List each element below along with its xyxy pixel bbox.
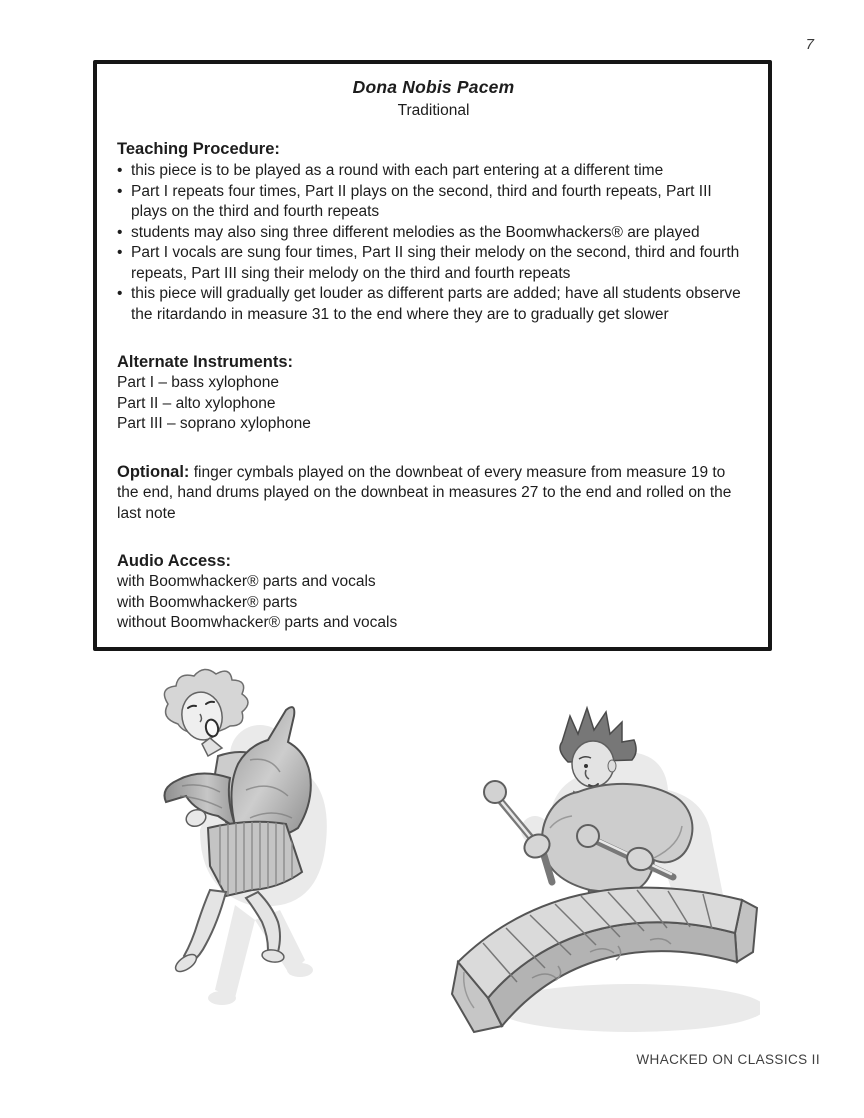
bullet-text: Part I repeats four times, Part II plays on the second, third and fourth repeats, Part III plays on the third and fourth repeats (131, 182, 712, 220)
bullet-text: students may also sing three different melodies as the Boomwhackers® are played (131, 223, 700, 241)
player-eye (584, 764, 588, 768)
mallet-head-left (484, 781, 506, 803)
bullet-marker: • (117, 182, 123, 200)
marimba-player-illustration (440, 700, 760, 1040)
page-number: 7 (805, 36, 814, 53)
mallet-head-right (577, 825, 599, 847)
teaching-procedure-section (117, 139, 750, 325)
alternate-instruments-section (117, 352, 750, 435)
list-item (117, 182, 750, 223)
audio-access-line: with Boomwhacker® parts and vocals (117, 573, 376, 590)
bullet-text: this piece is to be played as a round with each part entering at a different time (131, 162, 664, 179)
singer-left-leg (184, 890, 226, 962)
bullet-text: this piece will gradually get louder as different parts are added; have all students observe the ritardando in measure 31 to the end where they are to gradually get slower (131, 285, 741, 323)
alternate-instruments-heading: Alternate Instruments: (117, 353, 294, 371)
audio-access-heading: Audio Access: (117, 552, 232, 570)
singer-neck (202, 738, 222, 756)
audio-access-line: with Boomwhacker® parts (117, 593, 298, 611)
instrument-line: Part III – soprano xylophone (117, 415, 311, 432)
player-ear (608, 760, 616, 772)
list-item (117, 284, 750, 325)
teaching-procedure-list (117, 161, 750, 325)
audio-access-section (117, 551, 750, 634)
optional-heading: Optional: (117, 462, 190, 481)
teaching-procedure-heading: Teaching Procedure: (117, 140, 280, 158)
optional-section (117, 462, 750, 525)
bullet-text: Part I vocals are sung four times, Part II sing their melody on the second, third and fourth repeats, Part III sing their melody on the third and fourth repeats (131, 244, 740, 282)
lesson-info-box (93, 60, 772, 651)
bullet-marker: • (117, 223, 123, 241)
book-title-footer: WHACKED ON CLASSICS II (636, 1052, 820, 1067)
instrument-line: Part II – alto xylophone (117, 394, 276, 412)
instrument-line: Part I – bass xylophone (117, 374, 279, 391)
bullet-marker: • (117, 285, 123, 302)
singing-figure-illustration (130, 660, 350, 1050)
lesson-subtitle: Traditional (397, 102, 470, 119)
optional-text: finger cymbals played on the downbeat of every measure from measure 19 to the end, hand drums played on the downbeat in measures 27 to the end and rolled on the last note (117, 463, 732, 522)
list-item (117, 243, 750, 284)
player-head (572, 741, 614, 787)
singer-right-sleeve (231, 707, 310, 837)
list-item (117, 223, 750, 244)
lesson-title: Dona Nobis Pacem (352, 77, 515, 97)
bullet-marker: • (117, 162, 123, 179)
audio-access-line: without Boomwhacker® parts and vocals (117, 614, 398, 631)
list-item (117, 161, 750, 182)
bullet-marker: • (117, 244, 123, 261)
